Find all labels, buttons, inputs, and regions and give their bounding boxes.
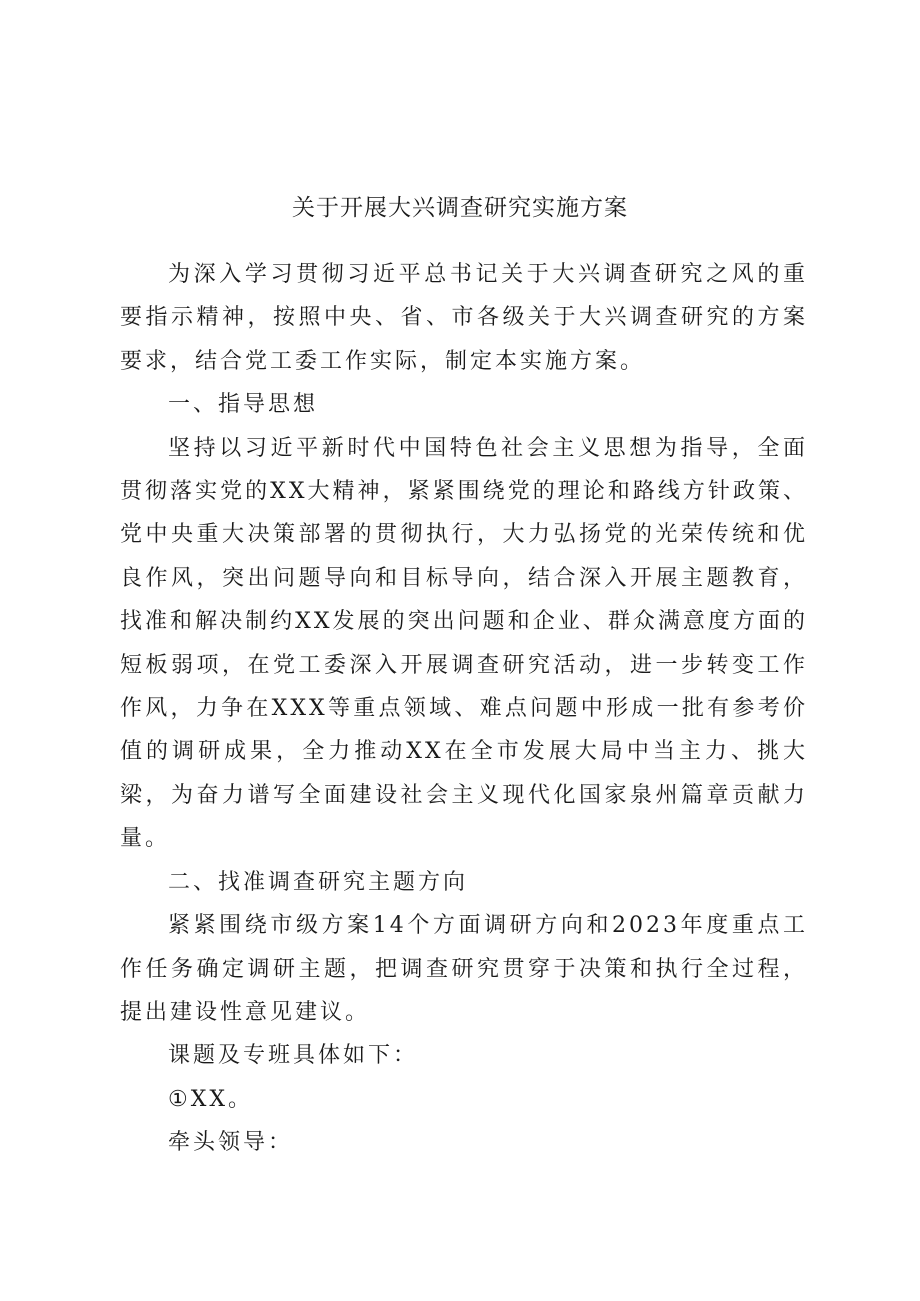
- lead-leader-line: 牵头领导：: [168, 1130, 294, 1156]
- document-body: [120, 253, 808, 1165]
- section-heading-research-direction: 二、找准调查研究主题方向: [168, 869, 469, 895]
- document-title: 关于开展大兴调查研究实施方案: [292, 195, 628, 221]
- intro-paragraph: 为深入学习贯彻习近平总书记关于大兴调查研究之风的重要指示精神，按照中央、省、市各级关于大兴调查研究的方案要求，结合党工委工作实际，制定本实施方案。: [120, 262, 808, 374]
- topics-intro-line: 课题及专班具体如下：: [168, 1043, 419, 1069]
- topic-item-1: ①XX。: [168, 1086, 254, 1112]
- section-heading-guiding-ideology: 一、指导思想: [168, 392, 319, 418]
- guiding-ideology-paragraph: 坚持以习近平新时代中国特色社会主义思想为指导，全面贯彻落实党的XX大精神，紧紧围绕党的理论和路线方针政策、党中央重大决策部署的贯彻执行，大力弘扬党的光荣传统和优良作风，突出问题导向和目标导向，结合深入开展主题教育，找准和解决制约XX发展的突出问题和企业、群众满意度方面的短板弱项，在党工委深入开展调查研究活动，进一步转变工作作风，力争在XXX等重点领域、难点问题中形成一批有参考价值的调研成果，全力推动XX在全市发展大局中当主力、挑大梁，为奋力谱写全面建设社会主义现代化国家泉州篇章贡献力量。: [120, 435, 808, 852]
- research-direction-paragraph: 紧紧围绕市级方案14个方面调研方向和2023年度重点工作任务确定调研主题，把调查研究贯穿于决策和执行全过程，提出建设性意见建议。: [120, 913, 808, 1025]
